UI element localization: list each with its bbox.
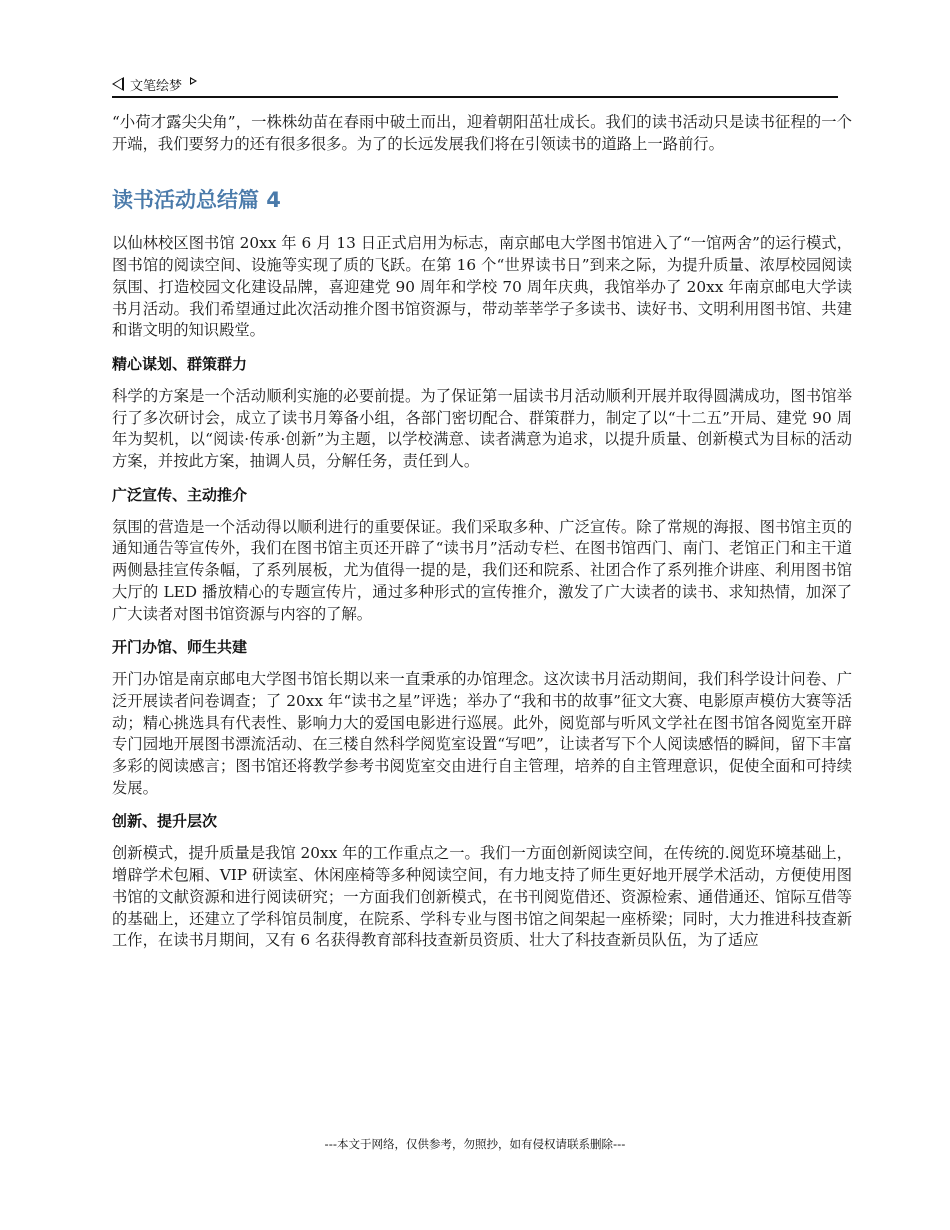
document-body	[112, 112, 852, 962]
subsection-heading-3: 开门办馆、师生共建	[112, 638, 248, 657]
intro-paragraph: “小荷才露尖尖角”，一株株幼苗在春雨中破土而出，迎着朝阳茁壮成长。我们的读书活动只是读书征程的一个开端，我们要努力的还有很多很多。为了的长远发展我们将在引领读书的道路上一路前行。	[112, 113, 852, 153]
header-title: 文笔绘梦	[130, 78, 183, 94]
subsection-paragraph-4: 创新模式，提升质量是我馆 20xx 年的工作重点之一。我们一方面创新阅读空间，在传统的.阅览环境基础上，增辟学术包厢、VIP 研读室、休闲座椅等多种阅读空间，有力地支持了师生更好地开展学术活动，方便使用图书馆的文献资源和进行阅读研究；一方面我们创新模式，在书刊阅览借还、资源检索、通借通还、馆际互借等的基础上，还建立了学科馆员制度，在院系、学科专业与图书馆之间架起一座桥梁；同时，大力推进科技查新工作，在读书月期间，又有 6 名获得教育部科技查新员资质、壮大了科技查新员队伍，为了适应	[112, 844, 852, 950]
triangle-left-icon	[112, 77, 124, 91]
page-footer: ---本文于网络，仅供参考，勿照抄，如有侵权请联系删除---	[324, 1137, 626, 1151]
subsection-heading-4: 创新、提升层次	[112, 812, 218, 831]
subsection-heading-2: 广泛宣传、主动推介	[112, 485, 248, 504]
subsection-paragraph-1: 科学的方案是一个活动顺利实施的必要前提。为了保证第一届读书月活动顺利开展并取得圆满成功，图书馆举行了多次研讨会，成立了读书月筹备小组，各部门密切配合、群策群力，制定了以“十二五”开局、建党 90 周年为契机，以“阅读·传承·创新”为主题，以学校满意、读者满意为追求，以提升质量、创新模式为目标的活动方案，并按此方案，抽调人员，分解任务，责任到人。	[112, 386, 852, 471]
section-lead-paragraph: 以仙林校区图书馆 20xx 年 6 月 13 日正式启用为标志，南京邮电大学图书馆进入了“一馆两舍”的运行模式，图书馆的阅读空间、设施等实现了质的飞跃。在第 16 个“世界读书日”到来之际，为提升质量、浓厚校园阅读氛围、打造校园文化建设品牌，喜迎建党 90 周年和学校 70 周年庆典，我馆举办了 20xx 年南京邮电大学读书月活动。我们希望通过此次活动推介图书馆资源与，带动莘莘学子多读书、读好书、文明利用图书馆、共建和谐文明的知识殿堂。	[112, 234, 852, 340]
section-title: 读书活动总结篇 4	[112, 188, 281, 213]
subsection-heading-1: 精心谋划、群策群力	[112, 354, 248, 373]
triangle-right-icon	[190, 77, 197, 85]
subsection-paragraph-3: 开门办馆是南京邮电大学图书馆长期以来一直秉承的办馆理念。这次读书月活动期间，我们科学设计问卷、广泛开展读者问卷调查；了 20xx 年“读书之星”评选；举办了“我和书的故事”征文大赛、电影原声模仿大赛等活动；精心挑选具有代表性、影响力大的爱国电影进行巡展。此外，阅览部与听风文学社在图书馆各阅览室开辟专门园地开展图书漂流活动、在三楼自然科学阅览室设置“写吧”，让读者写下个人阅读感悟的瞬间，留下丰富多彩的阅读感言；图书馆还将教学参考书阅览室交由进行自主管理，培养的自主管理意识，促使全面和可持续发展。	[112, 670, 852, 797]
page-header	[112, 72, 838, 98]
subsection-paragraph-2: 氛围的营造是一个活动得以顺利进行的重要保证。我们采取多种、广泛宣传。除了常规的海报、图书馆主页的通知通告等宣传外，我们在图书馆主页还开辟了“读书月”活动专栏、在图书馆西门、南门、老馆正门和主干道两侧悬挂宣传条幅，了系列展板，尤为值得一提的是，我们还和院系、社团合作了系列推介讲座、利用图书馆大厅的 LED 播放精心的专题宣传片，通过多种形式的宣传推介，激发了广大读者的读书、求知热情，加深了广大读者对图书馆资源与内容的了解。	[112, 517, 852, 623]
